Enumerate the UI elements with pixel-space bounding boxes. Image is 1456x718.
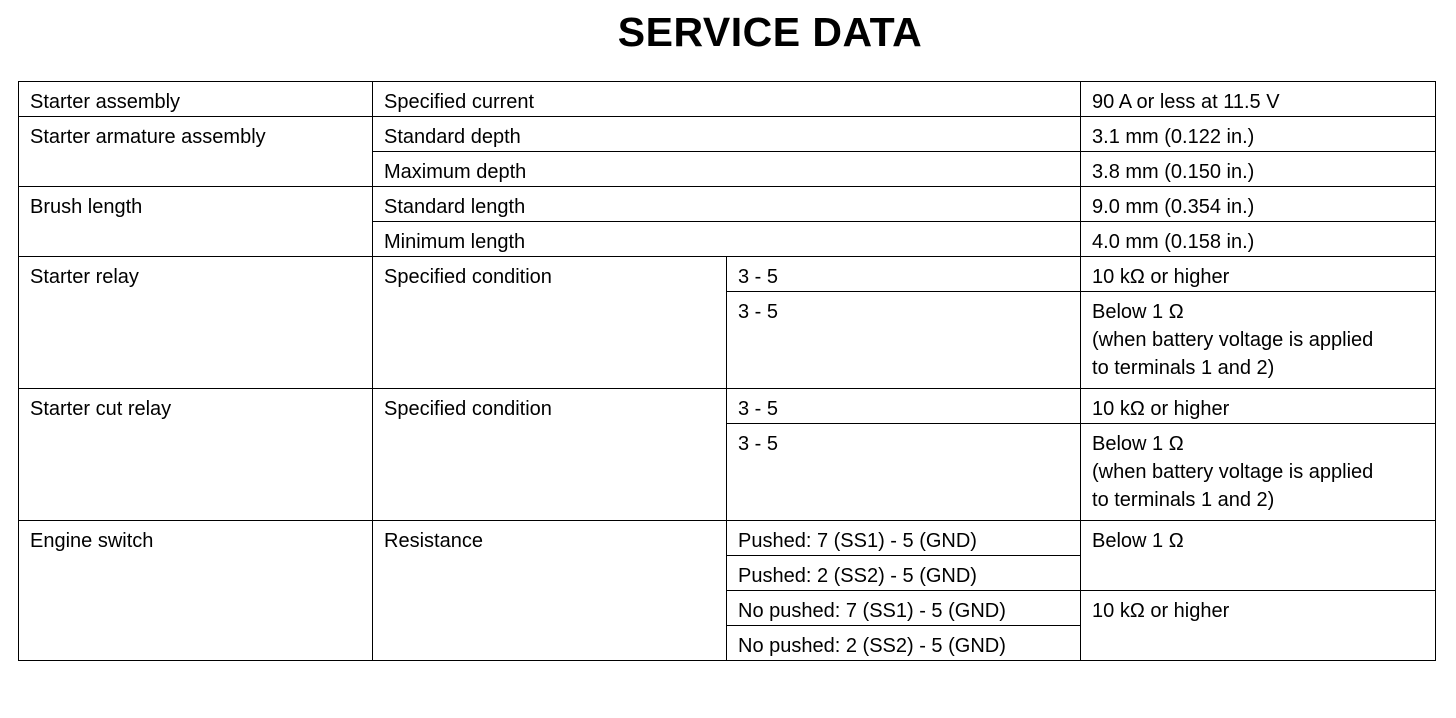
value-cell: 10 kΩ or higher: [1081, 591, 1436, 661]
value-cell: 10 kΩ or higher: [1081, 257, 1436, 292]
parameter-cell: Maximum depth: [373, 152, 1081, 187]
parameter-cell: Standard length: [373, 187, 1081, 222]
table-row: [19, 117, 1436, 152]
parameter-cell: Specified condition: [373, 389, 727, 521]
value-cell: 3.8 mm (0.150 in.): [1081, 152, 1436, 187]
table-row: [19, 187, 1436, 222]
terminal-cell: 3 - 5: [727, 292, 1081, 389]
item-cell: Engine switch: [19, 521, 373, 661]
table-row: [19, 389, 1436, 424]
service-data-table: [18, 81, 1436, 661]
item-cell: Starter assembly: [19, 82, 373, 117]
terminal-cell: No pushed: 7 (SS1) - 5 (GND): [727, 591, 1081, 626]
item-cell: Starter relay: [19, 257, 373, 389]
parameter-cell: Resistance: [373, 521, 727, 661]
parameter-cell: Minimum length: [373, 222, 1081, 257]
terminal-cell: 3 - 5: [727, 389, 1081, 424]
terminal-cell: 3 - 5: [727, 424, 1081, 521]
value-cell: 4.0 mm (0.158 in.): [1081, 222, 1436, 257]
page-title: SERVICE DATA: [617, 9, 923, 55]
item-cell: Brush length: [19, 187, 373, 257]
terminal-cell: No pushed: 2 (SS2) - 5 (GND): [727, 626, 1081, 661]
terminal-cell: Pushed: 7 (SS1) - 5 (GND): [727, 521, 1081, 556]
value-cell: 10 kΩ or higher: [1081, 389, 1436, 424]
value-cell: Below 1 Ω: [1081, 521, 1436, 591]
parameter-cell: Specified current: [373, 82, 1081, 117]
value-cell: 90 A or less at 11.5 V: [1081, 82, 1436, 117]
table-row: [19, 82, 1436, 117]
table-row: [19, 257, 1436, 292]
value-cell: 3.1 mm (0.122 in.): [1081, 117, 1436, 152]
value-cell: Below 1 Ω (when battery voltage is applied to terminals 1 and 2): [1081, 424, 1436, 521]
item-cell: Starter cut relay: [19, 389, 373, 521]
parameter-cell: Standard depth: [373, 117, 1081, 152]
terminal-cell: 3 - 5: [727, 257, 1081, 292]
value-cell: Below 1 Ω (when battery voltage is applied to terminals 1 and 2): [1081, 292, 1436, 389]
parameter-cell: Specified condition: [373, 257, 727, 389]
item-cell: Starter armature assembly: [19, 117, 373, 187]
terminal-cell: Pushed: 2 (SS2) - 5 (GND): [727, 556, 1081, 591]
value-cell: 9.0 mm (0.354 in.): [1081, 187, 1436, 222]
table-row: [19, 521, 1436, 556]
